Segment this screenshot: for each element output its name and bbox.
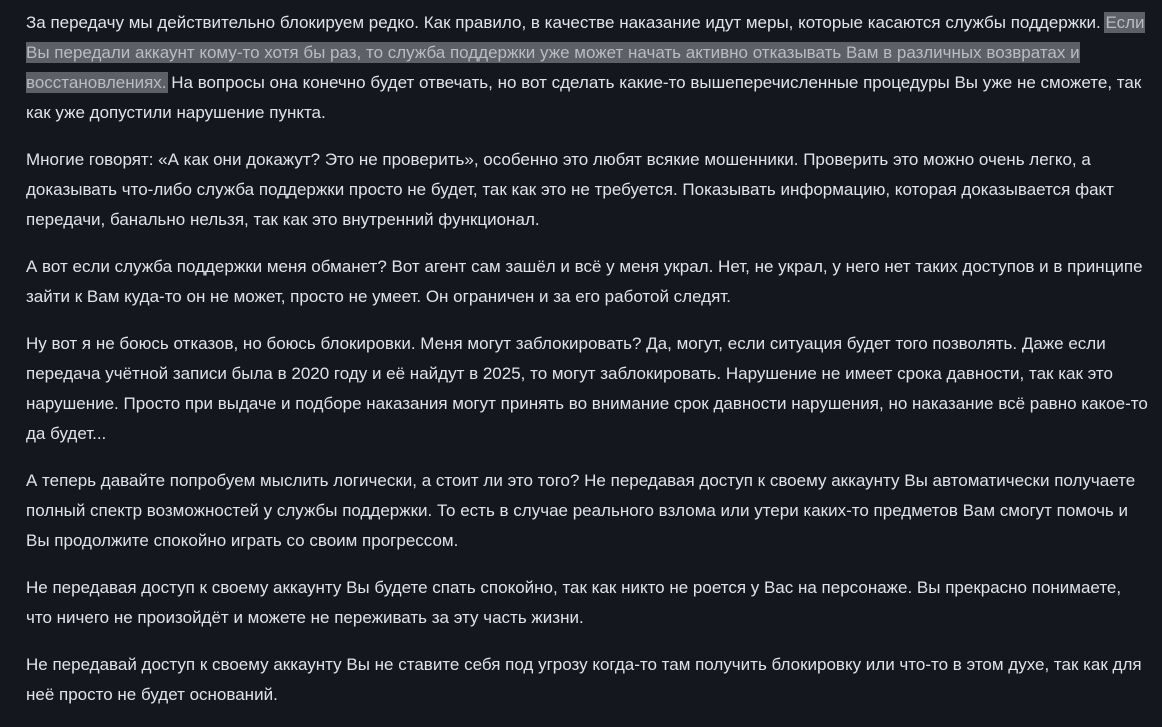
- paragraph-1: [26, 8, 1151, 128]
- paragraph-7: Не передавай доступ к своему аккаунту Вы не ставите себя под угрозу когда-то там получить блокировку или что-то в этом духе, так как для неё просто не будет оснований.: [26, 655, 1142, 704]
- article-body: [26, 8, 1151, 727]
- paragraph-1-text: За передачу мы действительно блокируем редко. Как правило, в качестве наказание идут меры, которые касаются службы поддержки.: [26, 13, 1106, 32]
- selected-text[interactable]: Если Вы передали аккаунт кому-то хотя бы раз, то служба поддержки уже может начать активно отказывать Вам в различных возвратах и восстановлениях.: [26, 13, 1145, 92]
- paragraph-5: А теперь давайте попробуем мыслить логически, а стоит ли это того? Не передавая доступ к своему аккаунту Вы автоматически получаете полный спектр возможностей у службы поддержки. То есть в случае реального взлома или утери каких-то предметов Вам смогут помочь и Вы продолжите спокойно играть со своим прогрессом.: [26, 471, 1136, 550]
- paragraph-1-text-end: На вопросы она конечно будет отвечать, но вот сделать какие-то вышеперечисленные процедуры Вы уже не сможете, так как уже допустили нарушение пункта.: [26, 73, 1142, 122]
- paragraph-4: Ну вот я не боюсь отказов, но боюсь блокировки. Меня могут заблокировать? Да, могут, если ситуация будет того позволять. Даже если передача учётной записи была в 2020 году и её найдут в 2025, то могут заблокировать. Нарушение не имеет срока давности, так как это нарушение. Просто при выдаче и подборе наказания могут принять во внимание срок давности нарушения, но наказание всё равно какое-то да будет...: [26, 334, 1148, 443]
- paragraph-3: А вот если служба поддержки меня обманет? Вот агент сам зашёл и всё у меня украл. Нет, не украл, у него нет таких доступов и в принципе зайти к Вам куда-то он не может, просто не умеет. Он ограничен и за его работой следят.: [26, 257, 1143, 306]
- paragraph-2: Многие говорят: «А как они докажут? Это не проверить», особенно это любят всякие мошенники. Проверить это можно очень легко, а доказывать что-либо служба поддержки просто не будет, так как это не требуется. Показывать информацию, которая доказывается факт передачи, банально нельзя, так как это внутренний функционал.: [26, 150, 1114, 229]
- paragraph-6: Не передавая доступ к своему аккаунту Вы будете спать спокойно, так как никто не роется у Вас на персонаже. Вы прекрасно понимаете, что ничего не произойдёт и можете не переживать за эту часть жизни.: [26, 578, 1122, 627]
